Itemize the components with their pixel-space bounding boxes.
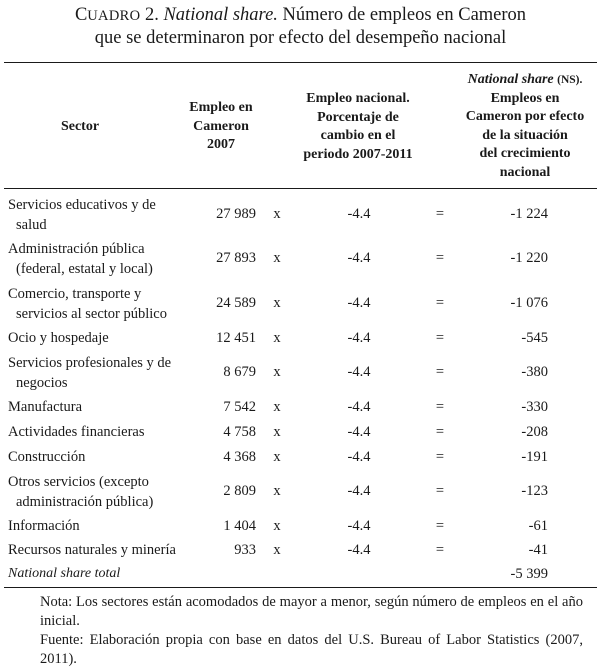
equals-operator: =	[435, 542, 445, 558]
cambio-cell: -4.4	[347, 483, 371, 499]
header-national-share	[452, 71, 598, 182]
ns-cell: -1 220	[510, 250, 548, 266]
sector-line: servicios al sector público	[16, 305, 167, 322]
sector-cell	[8, 285, 180, 324]
header-nacional-line: Porcentaje de	[317, 109, 399, 125]
sector-cell	[8, 473, 180, 512]
header-nacional	[288, 90, 428, 164]
header-empleo	[176, 99, 266, 155]
header-rule	[4, 188, 597, 189]
source-text: Fuente: Elaboración propia con base en datos del U.S. Bureau of Labor Statistics (2007, 2011).	[40, 632, 583, 667]
caption-label-number: 2.	[144, 5, 159, 25]
times-operator: x	[273, 483, 281, 499]
times-operator: x	[273, 424, 281, 440]
header-ns-abbrev: (NS).	[557, 74, 583, 86]
times-operator: x	[273, 399, 281, 415]
sector-line: Administración pública	[8, 241, 145, 257]
cambio-cell: -4.4	[347, 399, 371, 415]
header-nacional-line: cambio en el	[320, 128, 396, 143]
equals-operator: =	[435, 330, 445, 346]
header-ns-line: Empleos en	[490, 90, 560, 106]
equals-operator: =	[435, 364, 445, 380]
times-operator: x	[273, 364, 281, 380]
caption-title-italic: National share.	[163, 5, 278, 25]
sector-cell: Recursos naturales y minería	[8, 542, 176, 558]
times-operator: x	[273, 449, 281, 465]
ns-cell: -1 224	[510, 206, 548, 222]
notes	[8, 593, 583, 669]
total-value: -5 399	[510, 566, 548, 582]
times-operator: x	[273, 206, 281, 222]
sector-line: Otros servicios (excepto	[8, 474, 149, 490]
ns-cell: -123	[521, 483, 548, 499]
times-operator: x	[273, 518, 281, 534]
note-text: Nota: Los sectores están acomodados de mayor a menor, según número de empleos en el año inicial.	[40, 594, 583, 629]
equals-operator: =	[435, 424, 445, 440]
empleo-cell: 2 809	[223, 483, 256, 499]
empleo-cell: 4 368	[223, 449, 256, 465]
ns-cell: -191	[521, 449, 548, 465]
ns-cell: -330	[521, 399, 548, 415]
cambio-cell: -4.4	[347, 250, 371, 266]
sector-line: Servicios educativos y de	[8, 197, 156, 213]
equals-operator: =	[435, 295, 445, 311]
empleo-cell: 27 989	[216, 206, 256, 222]
sector-line: Servicios profesionales y de	[8, 355, 172, 371]
table-caption	[0, 4, 601, 49]
empleo-cell: 7 542	[223, 399, 256, 415]
caption-line-1	[0, 4, 601, 27]
sector-line: administración pública)	[16, 493, 154, 510]
times-operator: x	[273, 542, 281, 558]
empleo-cell: 24 589	[216, 295, 256, 311]
cambio-cell: -4.4	[347, 295, 371, 311]
equals-operator: =	[435, 483, 445, 499]
ns-cell: -208	[521, 424, 548, 440]
sector-cell: Construcción	[8, 449, 86, 465]
times-operator: x	[273, 295, 281, 311]
empleo-cell: 27 893	[216, 250, 256, 266]
ns-cell: -380	[521, 364, 548, 380]
header-ns-line: nacional	[499, 164, 551, 180]
ns-cell: -61	[528, 518, 548, 534]
cambio-cell: -4.4	[347, 449, 371, 465]
times-operator: x	[273, 330, 281, 346]
cambio-cell: -4.4	[347, 364, 371, 380]
empleo-cell: 8 679	[223, 364, 256, 380]
equals-operator: =	[435, 206, 445, 222]
sector-cell: Actividades financieras	[8, 424, 145, 440]
sector-cell	[8, 354, 180, 393]
top-rule	[4, 62, 597, 63]
equals-operator: =	[435, 518, 445, 534]
ns-cell: -41	[528, 542, 548, 558]
sector-cell: Información	[8, 518, 80, 534]
cambio-cell: -4.4	[347, 542, 371, 558]
sector-cell: Manufactura	[8, 399, 83, 415]
header-ns-line: Cameron por efecto	[465, 109, 585, 124]
sector-cell	[8, 196, 180, 235]
header-nacional-line: Empleo nacional.	[306, 91, 410, 106]
caption-title-rest: Número de empleos en Cameron	[282, 5, 527, 25]
sector-line: negocios	[16, 374, 68, 391]
header-ns-line: de la situación	[482, 127, 568, 143]
caption-line-2: que se determinaron por efecto del desempeño nacional	[94, 28, 507, 48]
total-label: National share total	[8, 566, 121, 581]
ns-cell: -1 076	[510, 295, 548, 311]
empleo-cell: 4 758	[223, 424, 256, 440]
sector-cell: Ocio y hospedaje	[8, 330, 109, 346]
equals-operator: =	[435, 250, 445, 266]
empleo-cell: 933	[234, 542, 256, 558]
caption-label-initial: C	[74, 5, 88, 25]
header-empleo-line: Empleo en	[189, 100, 253, 115]
cambio-cell: -4.4	[347, 424, 371, 440]
empleo-cell: 1 404	[223, 518, 256, 534]
header-sector: Sector	[60, 119, 100, 134]
header-ns-line: del crecimiento	[479, 146, 571, 161]
times-operator: x	[273, 250, 281, 266]
empleo-cell: 12 451	[216, 330, 256, 346]
header-nacional-line: periodo 2007-2011	[303, 146, 413, 162]
cambio-cell: -4.4	[347, 206, 371, 222]
sector-line: Comercio, transporte y	[8, 286, 142, 302]
sector-line: (federal, estatal y local)	[16, 260, 153, 277]
header-ns-title	[452, 71, 598, 90]
sector-cell	[8, 240, 180, 279]
bottom-rule	[4, 587, 597, 588]
header-empleo-line: 2007	[207, 137, 235, 152]
caption-label-rest: UADRO	[87, 8, 141, 24]
cambio-cell: -4.4	[347, 518, 371, 534]
header-empleo-line: Cameron	[193, 118, 249, 134]
cambio-cell: -4.4	[347, 330, 371, 346]
ns-cell: -545	[521, 330, 548, 346]
header-ns-italic: National share	[467, 72, 554, 87]
equals-operator: =	[435, 449, 445, 465]
sector-line: salud	[16, 216, 47, 233]
equals-operator: =	[435, 399, 445, 415]
